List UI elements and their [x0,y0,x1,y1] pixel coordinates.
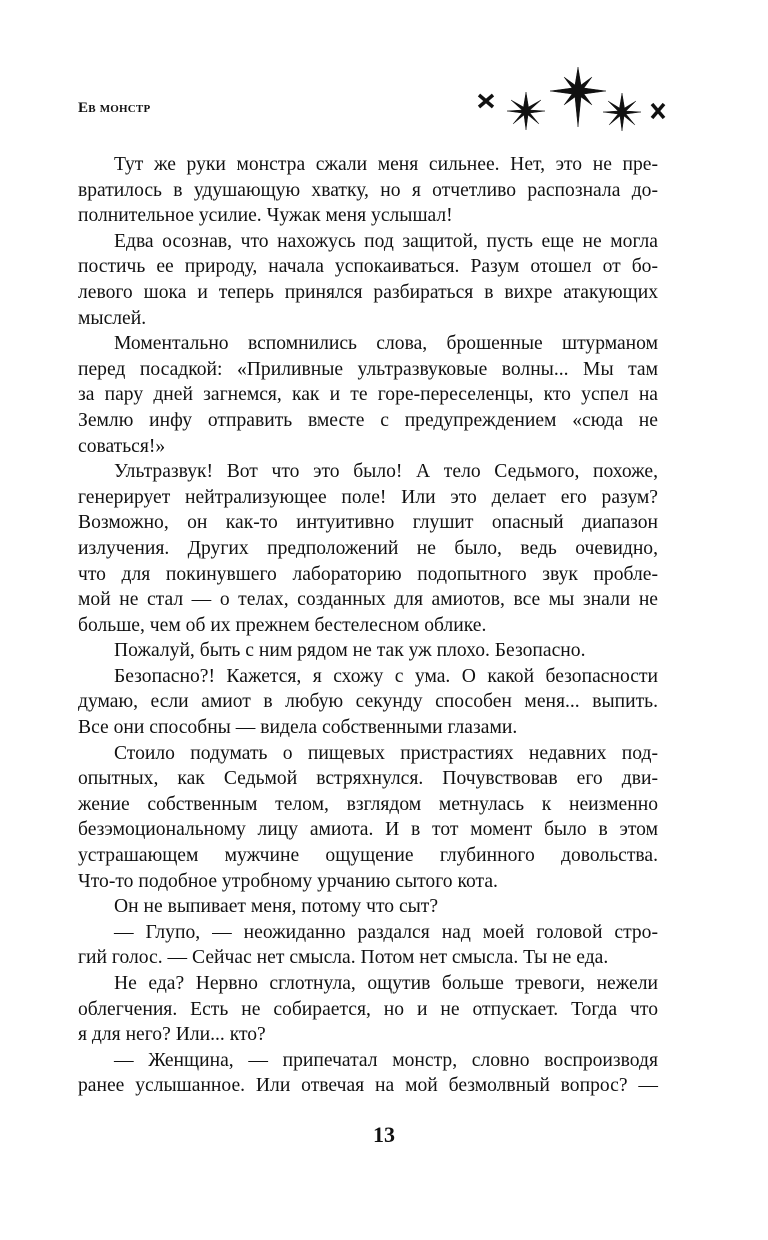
text-line [78,741,658,767]
text-line-content: Все они способны — видела собственными глазами. [78,717,518,739]
page-number: 13 [373,1122,395,1147]
text-line-content: Не еда? Нервно сглотнула, ощутив больше тревоги, нежели [114,973,658,994]
text-line-content: постичь ее природу, начала успокаиваться. Разум отошел от бо- [78,256,658,278]
text-line-content: ранее услышанное. Или отвечая на мой безмолвный вопрос? — [78,1075,658,1097]
text-line-content: Ультразвук! Вот что это было! А тело Седьмого, похоже, [114,461,658,483]
text-line-content: полнительное усилие. Чужак меня услышал! [78,205,453,227]
text-line [78,638,658,664]
text-line-content: жение собственным телом, взглядом метнулась к неизменно [78,793,658,815]
text-line [78,1073,658,1099]
text-line [78,613,658,639]
text-line-content: перед посадкой: «Приливные ультразвуковые волны... Мы там [78,358,658,380]
text-line [78,152,658,178]
text-line-content: что для покинувшего лабораторию подопытного звук пробле- [78,563,658,585]
text-line [78,587,658,613]
text-line-content: Он не выпивает меня, потому что сыт? [114,896,439,918]
running-header: Ев монстр [78,100,151,116]
text-line-content: соваться!» [78,435,166,457]
text-line-content: Пожалуй, быть с ним рядом не так уж плохо. Безопасно. [114,640,586,662]
text-line-content: генерирует нейтрализующее поле! Или это делает его разум? [78,486,658,508]
text-line-content: Землю инфу отправить вместе с предупреждением «сюда не [78,409,658,431]
text-line-content: Моментально вспомнились слова, брошенные штурманом [114,333,658,355]
text-line-content: левого шока и теперь принялся разбираться в вихре атакующих [78,281,658,303]
text-line [78,536,658,562]
text-line-content: думаю, если амиот в любую секунду способен меня... выпить. [78,691,658,713]
cross-star-icon [652,104,664,118]
text-line-content: облегчения. Есть не собирается, но и не отпускает. Тогда что [78,998,658,1020]
text-line [78,562,658,588]
text-line-content: я для него? Или... кто? [78,1024,266,1046]
text-line [78,459,658,485]
text-line [78,203,658,229]
text-line-content: опытных, как Седьмой встряхнулся. Почувствовав его дви- [78,768,658,790]
text-line [78,869,658,895]
text-line-content: мой не стал — о телах, созданных для амиотов, все мы знали не [78,589,658,611]
text-line-content: — Глупо, — неожиданно раздался над моей головой стро- [114,921,658,943]
text-line [78,920,658,946]
stars-ornament-icon [472,66,672,136]
text-line-content: Едва осознав, что нахожусь под защитой, пусть еще не могла [114,230,658,252]
text-line-content: — Женщина, — припечатал монстр, словно воспроизводя [114,1049,658,1071]
cross-star-icon [479,95,493,107]
text-line [78,408,658,434]
text-line [78,254,658,280]
text-line [78,997,658,1023]
text-line [78,1048,658,1074]
text-line-content: гий голос. — Сейчас нет смысла. Потом нет смысла. Ты не еда. [78,947,609,969]
text-line-content: излучения. Других предположений не было, ведь очевидно, [78,537,658,559]
text-line-content: устрашающем мужчине ощущение глубинного довольства. [78,845,658,867]
text-line-content: Безопасно?! Кажется, я схожу с ума. О какой безопасности [114,665,658,687]
text-line [78,792,658,818]
text-line [78,715,658,741]
eight-point-star-icon [603,93,641,131]
text-line-content: вратилось в удушающую хватку, но я отчетливо распознала до- [78,179,658,201]
text-line [78,434,658,460]
text-line [78,843,658,869]
text-line-content: безэмоциональному лицу амиота. И в тот момент было в этом [78,819,658,841]
text-line [78,689,658,715]
text-line [78,945,658,971]
text-line-content: Тут же руки монстра сжали меня сильнее. Нет, это не пре- [114,154,658,175]
text-line [78,357,658,383]
body-text [78,152,658,1099]
text-line [78,1022,658,1048]
text-line [78,382,658,408]
text-line [78,280,658,306]
text-line [78,766,658,792]
text-line-content: Стоило подумать о пищевых пристрастиях недавних под- [114,742,658,764]
text-line-content: мыслей. [78,307,147,329]
text-line [78,331,658,357]
text-line [78,485,658,511]
text-line [78,178,658,204]
text-line [78,817,658,843]
text-line [78,229,658,255]
text-line [78,510,658,536]
text-line [78,306,658,332]
text-line-content: за пару дней загнемся, как и те горе-переселенцы, кто успел на [78,384,658,406]
text-line [78,664,658,690]
text-line-content: Возможно, он как-то интуитивно глушит опасный диапазон [78,512,658,534]
text-line-content: больше, чем об их прежнем бестелесном облике. [78,614,487,636]
eight-point-star-icon [507,92,545,130]
text-line-content: Что-то подобное утробному урчанию сытого кота. [78,870,498,892]
text-line [78,971,658,997]
text-line [78,894,658,920]
large-star-icon [550,67,606,127]
